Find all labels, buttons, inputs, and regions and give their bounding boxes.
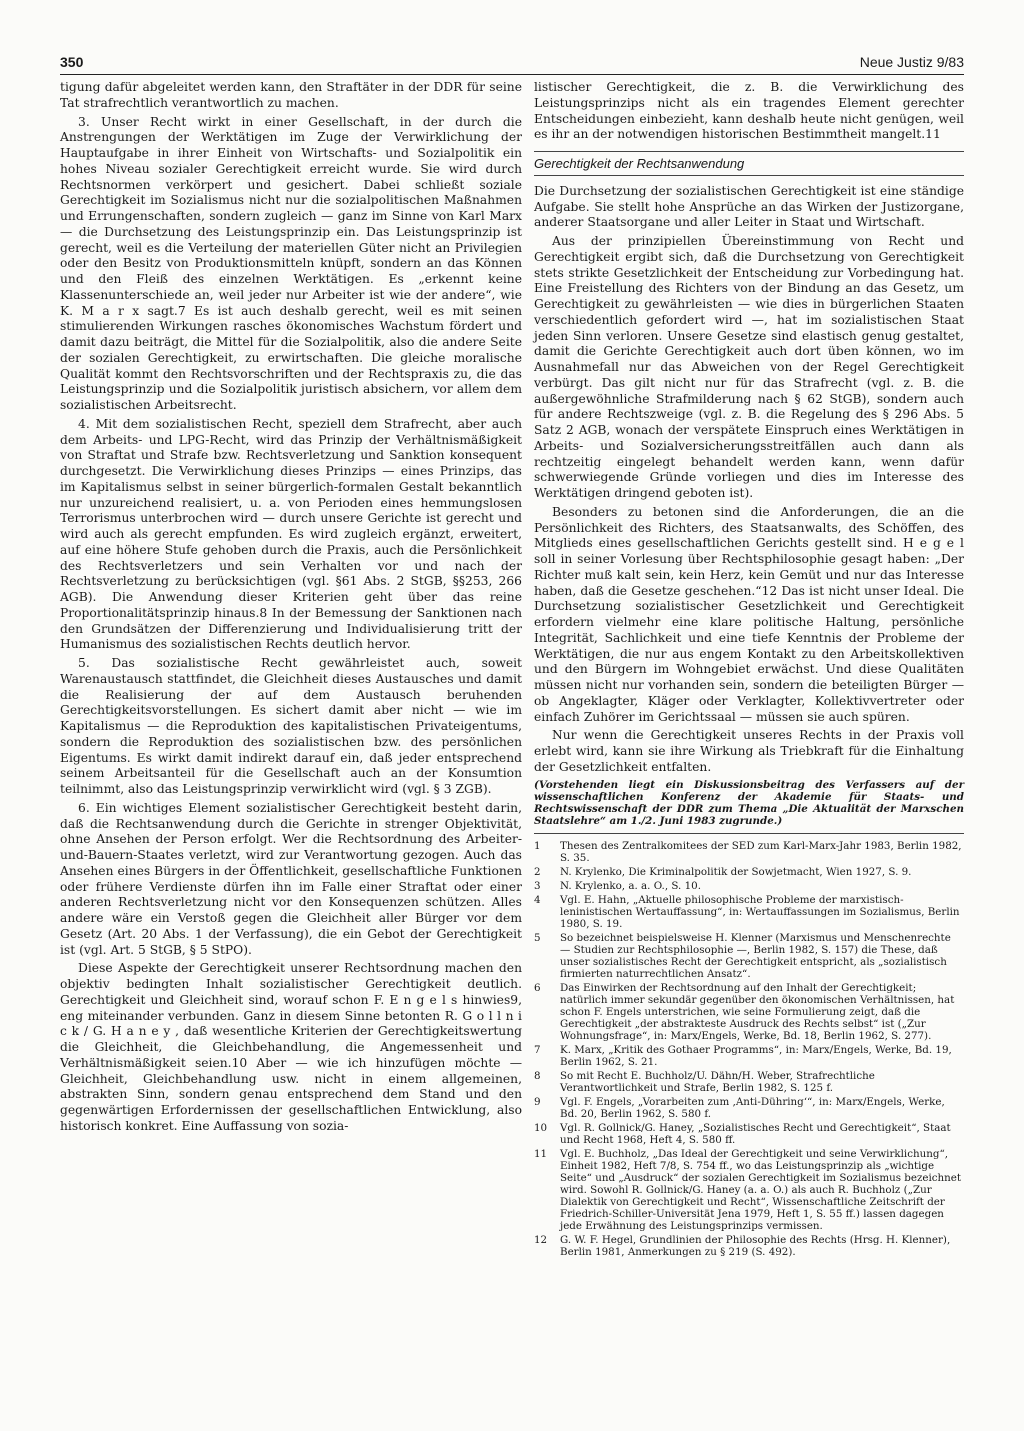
paragraph: 6. Ein wichtiges Element sozialistischer Gerechtigkeit besteht darin, daß die Rechtsanwendung durch die Gerichte in strenger Objektivität, ohne Ansehen der Person erfolgt. Wer die Rechtsordnung des Arbeiter-und-Bauern-Staates verletzt, wird zur Verantwortung gezogen. Auch das Ansehen eines Bürgers in der Öffentlichkeit, gesellschaftliche Funktionen oder frühere Verdienste dürfen ihn im Falle einer Straftat oder einer anderen Rechtsverletzung nicht vor den Konsequenzen schützen. Alles andere wäre ein Verstoß gegen die Gleichheit aller Bürger vor dem Gesetz (Art. 20 Abs. 1 der Verfassung), die ein Gebot der Gerechtigkeit ist (vgl. Art. 5 StGB, § 5 StPO). xyxy=(60,800,522,957)
footnote-number: 11 xyxy=(534,1147,548,1160)
paragraph: Aus der prinzipiellen Übereinstimmung von Recht und Gerechtigkeit ergibt sich, daß die Durchsetzung von Gerechtigkeit stets strikte Gesetzlichkeit der Entscheidung zur Vorbedingung hat. Eine Freistellung des Richters von der Bindung an das Gesetz, um Gerechtigkeit zu gewährleisten — wie dies in bürgerlichen Staaten verschiedentlich gefordert wird —, hat im sozialistischen Staat jeden Sinn verloren. Unsere Gesetze sind elastisch genug gestaltet, damit die Gerichte Gerechtigkeit auch dort üben können, wo im Ausnahmefall nur das Abweichen von der Regel Gerechtigkeit verbürgt. Das gilt nicht nur für das Strafrecht (vgl. z. B. die außergewöhnliche Strafmilderung nach § 62 StGB), sondern auch für andere Rechtszweige (vgl. z. B. die Regelung des § 296 Abs. 5 Satz 2 AGB, wonach der verspätete Einspruch eines Werktätigen in Arbeits- und Sozialversicherungsstreitfällen auch dann als rechtzeitig eingelegt behandelt werden kann, wenn dafür schwerwiegende Gründe vorliegen und dies im Interesse des Werktätigen dringend geboten ist). xyxy=(534,234,964,500)
footnote-text: N. Krylenko, a. a. O., S. 10. xyxy=(560,879,701,892)
paragraph: 3. Unser Recht wirkt in einer Gesellschaft, in der durch die Anstrengungen der Werktätigen im Zuge der Verwirklichung der Hauptaufgabe in ihrer Einheit von Wirtschafts- und Sozialpolitik ein hohes Niveau sozialer Gerechtigkeit erreicht wurde. Sie wird durch Rechtsnormen verkörpert und gesichert. Dabei schließt soziale Gerechtigkeit im Sozialismus nicht nur die sozialpolitischen Maßnahmen und Errungenschaften, sondern zugleich — ganz im Sinne von Karl Marx — die Durchsetzung des Leistungsprinzip ein. Das Leistungsprinzip ist gerecht, weil es die Verteilung der materiellen Güter nicht an Privilegien oder den Besitz von Produktionsmitteln knüpft, sondern an das Können und den Fleiß des einzelnen Werktätigen. Es „erkennt keine Klassenunterschiede an, weil jeder nur Arbeiter ist wie der andere“, wie K. M a r x sagt.7 Es ist auch deshalb gerecht, weil es mit seinen stimulierenden Wirkungen rasches ökonomisches Wachstum fördert und damit dazu beiträgt, die Mittel für die Sozialpolitik, also die andere Seite der sozialen Gerechtigkeit, zu erwirtschaften. Die gleiche moralische Qualität kommt den Rechtsvorschriften und der Rechtspraxis zu, die das Leistungsprinzip und die Sozialpolitik juristisch absichern, vor allem dem sozialistischen Arbeitsrecht. xyxy=(60,114,522,412)
footnote xyxy=(534,1096,964,1120)
footnotes xyxy=(534,840,964,1258)
paragraph: listischer Gerechtigkeit, die z. B. die Verwirklichung des Leistungsprinzips nicht als ein tragendes Element gerechter Entscheidungen einbezieht, kann deshalb heute nicht genügen, weil es ihr an der notwendigen historischen Bestimmtheit mangelt.11 xyxy=(534,80,964,142)
footnote xyxy=(534,866,964,878)
footnote-text: So mit Recht E. Buchholz/U. Dähn/H. Weber, Strafrechtliche Verantwortlichkeit und Strafe, Berlin 1982, S. 125 f. xyxy=(560,1069,875,1094)
footnote xyxy=(534,1122,964,1146)
footnote xyxy=(534,894,964,930)
paragraph: Nur wenn die Gerechtigkeit unseres Rechts in der Praxis voll erlebt wird, kann sie ihre Wirkung als Triebkraft für die Einhaltung der Gesetzlichkeit entfalten. xyxy=(534,728,964,774)
footnote-number: 3 xyxy=(534,879,541,892)
footnote-divider xyxy=(534,833,964,834)
editorial-note: (Vorstehenden liegt ein Diskussionsbeitrag des Verfassers auf der wissenschaftlichen Konferenz der Akademie für Staats- und Rechtswissenschaft der DDR zum Thema „Die Aktualität der Marxschen Staatslehre“ am 1./2. Juni 1983 zugrunde.) xyxy=(534,778,964,827)
paragraph: 5. Das sozialistische Recht gewährleistet auch, soweit Warenaustausch stattfindet, die Gleichheit dieses Austausches und damit die Realisierung der auf dem Austausch beruhenden Gerechtigkeitsvorstellungen. Es sichert damit aber nicht — wie im Kapitalismus — die Reproduktion des kapitalistischen Privateigentums, sondern die Reproduktion des sozialistischen bzw. des persönlichen Eigentums. Es wirkt damit indirekt darauf ein, daß jeder entsprechend seinem Arbeitsanteil für die Gesellschaft auch an der Konsumtion teilnimmt, also das Leistungsprinzip verwirklicht wird (vgl. § 3 ZGB). xyxy=(60,656,522,796)
paragraph: Besonders zu betonen sind die Anforderungen, die an die Persönlichkeit des Richters, des Staatsanwalts, des Schöffen, des Mitglieds eines gesellschaftlichen Gerichts gestellt sind. H e g e l soll in seiner Vorlesung über Rechtsphilosophie gesagt haben: „Der Richter muß kalt sein, kein Herz, kein Gemüt und nur das Interesse haben, daß die Gesetze geschehen.“12 Das ist nicht unser Ideal. Die Durchsetzung sozialistischer Gesetzlichkeit und Gerechtigkeit erfordern vielmehr eine klare politische Haltung, persönliche Integrität, Sachlichkeit und eine tiefe Kenntnis der Probleme der Werktätigen, die nur aus engem Kontakt zu den Arbeitskollektiven und den Bürgern im Wohngebiet erwächst. Und diese Qualitäten müssen nicht nur vorhanden sein, sondern die beteiligten Bürger — ob Angeklagter, Kläger oder Verklagter, Kollektivvertreter oder einfach Zuhörer im Gerichtssaal — müssen sie auch spüren. xyxy=(534,504,964,724)
footnote xyxy=(534,1234,964,1258)
page-header xyxy=(60,52,964,75)
footnote-text: Thesen des Zentralkomitees der SED zum Karl-Marx-Jahr 1983, Berlin 1982, S. 35. xyxy=(560,839,962,864)
footnote-number: 4 xyxy=(534,893,541,906)
paragraph: Diese Aspekte der Gerechtigkeit unserer Rechtsordnung machen den objektiv bedingten Inhalt sozialistischer Gerechtigkeit deutlich. Gerechtigkeit und Gleichheit sind, worauf schon F. E n g e l s hinwies9, eng miteinander verbunden. Ganz in diesem Sinne betonten R. G o l l n i c k / G. H a n e y , daß wesentliche Kriterien der Gerechtigkeitswertung die Gleichheit, die Gleichbehandlung, die Angemessenheit und Verhältnismäßigkeit seien.10 Aber — wie ich hinzufügen möchte — Gleichheit, Gleichbehandlung usw. nicht in einem allgemeinen, abstrakten Sinn, sondern genau entsprechend dem Stand und den gegenwärtigen Erfordernissen der gesellschaftlichen Entwicklung, also historisch konkret. Eine Auffassung von sozia- xyxy=(60,961,522,1133)
footnote-number: 5 xyxy=(534,931,541,944)
footnote-text: G. W. F. Hegel, Grundlinien der Philosophie des Rechts (Hrsg. H. Klenner), Berlin 1981, Anmerkungen zu § 219 (S. 492). xyxy=(560,1233,951,1258)
footnote xyxy=(534,1148,964,1232)
footnote-number: 7 xyxy=(534,1043,541,1056)
footnote xyxy=(534,880,964,892)
journal-issue: Neue Justiz 9/83 xyxy=(859,54,964,70)
footnote-text: Vgl. E. Buchholz, „Das Ideal der Gerechtigkeit und seine Verwirklichung“, Einheit 1982, Heft 7/8, S. 754 ff., wo das Leistungsprinzip als „wichtige Seite“ und „Ausdruck“ der sozialen Gerechtigkeit im Sozialismus bezeichnet wird. Sowohl R. Gollnick/G. Haney (a. a. O.) als auch R. Buchholz („Zur Dialektik von Gerechtigkeit und Recht“, Wissenschaftliche Zeitschrift der Friedrich-Schiller-Universität Jena 1979, Heft 1, S. 55 ff.) lassen dagegen jede Erwähnung des Leistungsprinzips vermissen. xyxy=(560,1147,962,1232)
right-column xyxy=(534,80,964,1260)
footnote-text: N. Krylenko, Die Kriminalpolitik der Sowjetmacht, Wien 1927, S. 9. xyxy=(560,865,912,878)
footnote-text: Vgl. R. Gollnick/G. Haney, „Sozialistisches Recht und Gerechtigkeit“, Staat und Recht 1968, Heft 4, S. 580 ff. xyxy=(560,1121,951,1146)
footnote-number: 12 xyxy=(534,1233,548,1246)
footnote-text: Vgl. E. Hahn, „Aktuelle philosophische Probleme der marxistisch-leninistischen Wertauffassung“, in: Wertauffassungen im Sozialismus, Berlin 1980, S. 19. xyxy=(560,893,960,930)
footnote xyxy=(534,982,964,1042)
footnote xyxy=(534,932,964,980)
footnote-number: 2 xyxy=(534,865,541,878)
paragraph: Die Durchsetzung der sozialistischen Gerechtigkeit ist eine ständige Aufgabe. Sie stellt hohe Ansprüche an das Wirken der Justizorgane, anderer Staatsorgane und aller Leiter in Staat und Wirtschaft. xyxy=(534,183,964,230)
footnote-number: 1 xyxy=(534,839,541,852)
paragraph: tigung dafür abgeleitet werden kann, den Straftäter in der DDR für seine Tat strafrechtlich verantwortlich zu machen. xyxy=(60,80,522,110)
section-heading-text: Gerechtigkeit der Rechtsanwendung xyxy=(534,156,745,171)
footnote-text: K. Marx, „Kritik des Gothaer Programms“, in: Marx/Engels, Werke, Bd. 19, Berlin 1962, S. 21. xyxy=(560,1043,952,1068)
footnote xyxy=(534,840,964,864)
left-column xyxy=(60,80,522,1138)
footnote-text: Vgl. F. Engels, „Vorarbeiten zum ‚Anti-Dühring‘“, in: Marx/Engels, Werke, Bd. 20, Berlin 1962, S. 580 f. xyxy=(560,1095,945,1120)
footnote-number: 6 xyxy=(534,981,541,994)
footnote-text: Das Einwirken der Rechtsordnung auf den Inhalt der Gerechtigkeit; natürlich immer sekundär gegenüber den ökonomischen Verhältnissen, hat schon F. Engels unterstrichen, wie seine Formulierung zeigt, daß die Gerechtigkeit „der abstrakteste Ausdruck des Rechts selbst“ ist („Zur Wohnungsfrage“, in: Marx/Engels, Werke, Bd. 18, Berlin 1962, S. 277). xyxy=(560,981,955,1042)
footnote-number: 9 xyxy=(534,1095,541,1108)
footnote-number: 8 xyxy=(534,1069,541,1082)
footnote xyxy=(534,1044,964,1068)
footnote-text: So bezeichnet beispielsweise H. Klenner (Marxismus und Menschenrechte — Studien zur Rechtsphilosophie —, Berlin 1982, S. 157) die These, daß unser sozialistisches Recht der Gerechtigkeit entspricht, als „sozialistisch firmierten naturrechtlichen Ansatz“. xyxy=(560,931,951,980)
section-heading xyxy=(534,151,964,176)
footnote xyxy=(534,1070,964,1094)
page-number: 350 xyxy=(60,54,84,70)
footnote-number: 10 xyxy=(534,1121,548,1134)
paragraph: 4. Mit dem sozialistischen Recht, speziell dem Strafrecht, aber auch dem Arbeits- und LPG-Recht, wird das Prinzip der Verhältnismäßigkeit von Straftat und Strafe bzw. Rechtsverletzung und Sanktion konsequent durchgesetzt. Die Verwirklichung dieses Prinzips — eines Prinzips, das im Kapitalismus selbst in seiner bürgerlich-formalen Gestalt bekanntlich nur unzureichend realisiert, u. a. von Perioden eines hemmungslosen Terrorismus unterbrochen wird — durch unsere Gerichte ist gerecht und wird auch als gerecht empfunden. Es wird zugleich ergänzt, erweitert, auf eine höhere Stufe gehoben durch die Praxis, auch die Persönlichkeit des Rechtsverletzers und sein Verhalten vor und nach der Rechtsverletzung zu berücksichtigen (vgl. §61 Abs. 2 StGB, §§253, 266 AGB). Die Anwendung dieser Kriterien geht über das reine Proportionalitätsprinzip hinaus.8 In der Bemessung der Sanktionen nach den Grundsätzen der Differenzierung und Individualisierung tritt der Humanismus des sozialistischen Rechts deutlich hervor. xyxy=(60,416,522,652)
